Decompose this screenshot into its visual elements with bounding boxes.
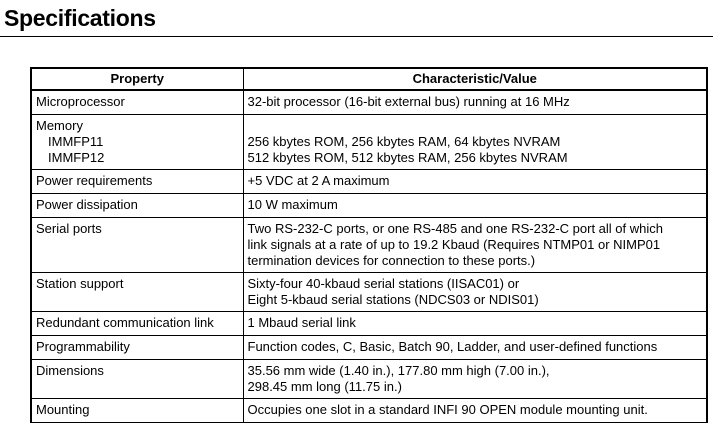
station-support-value-line: Sixty-four 40-kbaud serial stations (IISAC01) or — [247, 276, 520, 291]
value-cell — [243, 273, 707, 312]
table-header-row — [31, 68, 707, 90]
property-cell: Station support — [31, 273, 243, 312]
value-column-header: Characteristic/Value — [243, 68, 707, 90]
value-cell: Function codes, C, Basic, Batch 90, Ladder, and user-defined functions — [243, 336, 707, 360]
table-row-power-requirements — [31, 170, 707, 194]
table-row-programmability — [31, 336, 707, 360]
property-cell — [31, 115, 243, 170]
memory-label: Memory — [36, 118, 83, 133]
table-row-redundant-link — [31, 312, 707, 336]
property-cell: Power requirements — [31, 170, 243, 194]
title-underline — [0, 36, 713, 37]
dimensions-value-line: 298.45 mm long (11.75 in.) — [247, 379, 402, 394]
property-cell: Serial ports — [31, 218, 243, 273]
property-cell: Mounting — [31, 399, 243, 423]
property-cell: Redundant communication link — [31, 312, 243, 336]
memory-value-immfp12: 512 kbytes ROM, 512 kbytes RAM, 256 kbytes NVRAM — [247, 150, 568, 165]
memory-sub-label-immfp12: IMMFP12 — [48, 150, 105, 165]
value-cell: 1 Mbaud serial link — [243, 312, 707, 336]
value-cell — [243, 360, 707, 399]
memory-value-spacer — [248, 118, 703, 134]
value-cell — [243, 115, 707, 170]
station-support-value-line: Eight 5-kbaud serial stations (NDCS03 or NDIS01) — [247, 292, 539, 307]
value-cell: 10 W maximum — [243, 194, 707, 218]
value-cell: 32-bit processor (16-bit external bus) running at 16 MHz — [243, 90, 707, 115]
table-row-microprocessor — [31, 90, 707, 115]
memory-value-immfp11: 256 kbytes ROM, 256 kbytes RAM, 64 kbytes NVRAM — [247, 134, 561, 149]
property-column-header: Property — [31, 68, 243, 90]
serial-ports-value-line: Two RS-232-C ports, or one RS-485 and one RS-232-C port all of which — [247, 221, 663, 236]
table-row-power-dissipation — [31, 194, 707, 218]
dimensions-value-line: 35.56 mm wide (1.40 in.), 177.80 mm high (7.00 in.), — [247, 363, 550, 378]
table-row-mounting — [31, 399, 707, 423]
section-title: Specifications — [4, 5, 156, 31]
table-row-memory — [31, 115, 707, 170]
table-row-serial-ports — [31, 218, 707, 273]
memory-sub-label-immfp11: IMMFP11 — [48, 134, 104, 149]
property-cell: Dimensions — [31, 360, 243, 399]
value-cell: +5 VDC at 2 A maximum — [243, 170, 707, 194]
value-cell: Occupies one slot in a standard INFI 90 OPEN module mounting unit. — [243, 399, 707, 423]
property-cell: Programmability — [31, 336, 243, 360]
specifications-table — [30, 67, 708, 423]
table-row-dimensions — [31, 360, 707, 399]
property-cell: Microprocessor — [31, 90, 243, 115]
value-cell — [243, 218, 707, 273]
table-row-station-support — [31, 273, 707, 312]
property-cell: Power dissipation — [31, 194, 243, 218]
serial-ports-value-line: link signals at a rate of up to 19.2 Kbaud (Requires NTMP01 or NIMP01 — [247, 237, 661, 252]
serial-ports-value-line: termination devices for connection to these ports.) — [247, 253, 536, 268]
